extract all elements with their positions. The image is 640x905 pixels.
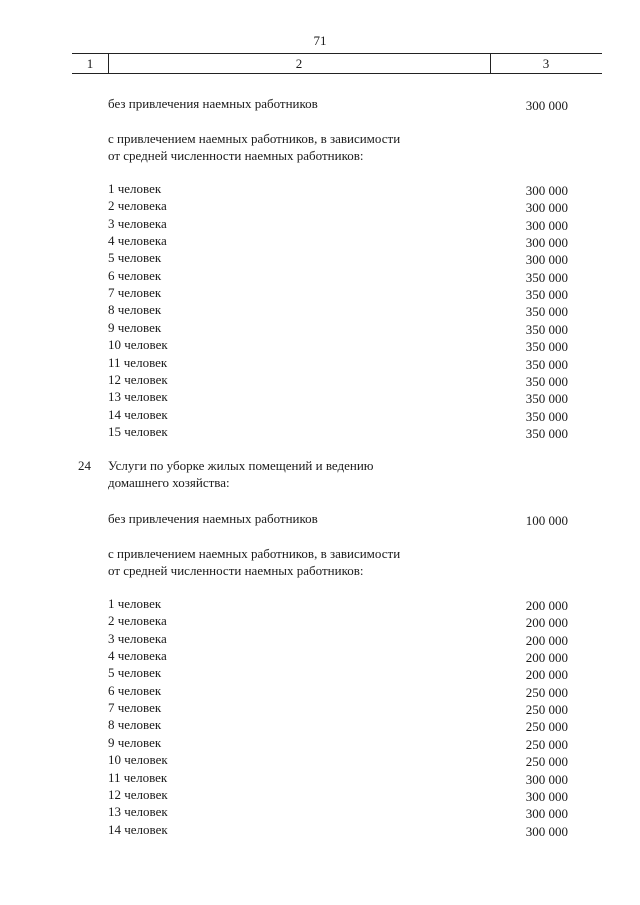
list-item-label: 11 человек [108,769,168,785]
b-with-workers-line2: от средней численности наемных работников: [108,563,364,578]
b-no-workers-label: без привлечения наемных работников [108,511,318,526]
list-item-label: 15 человек [108,423,168,439]
list-item-label: 7 человек [108,285,162,301]
list-item-label: 8 человек [108,717,162,733]
list-item-label: 12 человек [108,786,168,802]
list-item-value: 200 000 [525,632,568,648]
list-item-value: 250 000 [525,754,568,770]
a-no-workers-value: 300 000 [525,98,568,113]
a-with-workers-line1: с привлечением наемных работников, в зависимости [108,131,401,146]
list-item-value: 350 000 [525,269,568,285]
list-item-value: 300 000 [525,823,568,839]
header-bottom-rule [72,73,602,74]
list-item-label: 10 человек [108,752,168,768]
b-item-number: 24 [78,458,91,473]
list-item-value: 250 000 [525,736,568,752]
list-item-value: 300 000 [525,788,568,804]
list-item-label: 4 человека [108,233,167,249]
table-header [72,53,602,73]
list-item-value: 200 000 [525,615,568,631]
list-item-value: 350 000 [525,408,568,424]
list-item-label: 6 человек [108,267,162,283]
list-item-label: 3 человека [108,215,167,231]
list-item-label: 13 человек [108,804,168,820]
list-item-label: 4 человека [108,648,167,664]
list-item-label: 14 человек [108,821,168,837]
list-item-label: 6 человек [108,682,162,698]
list-item-value: 350 000 [525,425,568,441]
list-item-label: 9 человек [108,319,162,335]
list-item-label: 8 человек [108,302,162,318]
list-item-value: 350 000 [525,373,568,389]
list-item-value: 350 000 [525,391,568,407]
list-item-label: 2 человека [108,198,167,214]
list-item-value: 200 000 [525,650,568,666]
header-top-rule [72,53,602,54]
list-item-value: 300 000 [525,252,568,268]
list-item-label: 10 человек [108,337,168,353]
b-title-line2: домашнего хозяйства: [108,475,230,490]
list-item-value: 350 000 [525,339,568,355]
a-with-workers-line2: от средней численности наемных работников: [108,148,364,163]
header-col-1: 1 [86,56,94,71]
list-item-label: 5 человек [108,250,162,266]
list-item-label: 12 человек [108,371,168,387]
list-item-value: 200 000 [525,667,568,683]
list-item-value: 300 000 [525,200,568,216]
page-number: 71 [313,33,327,48]
list-item-label: 1 человек [108,596,162,611]
list-item-label: 1 человек [108,181,162,196]
b-no-workers-value: 100 000 [525,513,568,528]
list-item-label: 14 человек [108,406,168,422]
list-item-value: 350 000 [525,321,568,337]
list-item-value: 350 000 [525,304,568,320]
header-col-2: 2 [295,56,303,71]
list-item-value: 250 000 [525,684,568,700]
list-item-value: 250 000 [525,719,568,735]
list-item-value: 200 000 [525,598,568,613]
list-item-value: 350 000 [525,356,568,372]
header-col-3: 3 [542,56,550,71]
list-item-label: 13 человек [108,389,168,405]
b-with-workers-line1: с привлечением наемных работников, в зависимости [108,546,401,561]
a-no-workers-label: без привлечения наемных работников [108,96,318,111]
list-item-value: 250 000 [525,702,568,718]
list-item-label: 3 человека [108,630,167,646]
list-item-label: 11 человек [108,354,168,370]
list-item-label: 9 человек [108,734,162,750]
list-item-label: 7 человек [108,700,162,716]
list-item-label: 2 человека [108,613,167,629]
list-item-value: 300 000 [525,235,568,251]
list-item-value: 350 000 [525,287,568,303]
list-item-label: 5 человек [108,665,162,681]
list-item-value: 300 000 [525,771,568,787]
b-title-line1: Услуги по уборке жилых помещений и ведению [108,458,374,473]
list-item-value: 300 000 [525,806,568,822]
list-item-value: 300 000 [525,217,568,233]
list-item-value: 300 000 [525,183,568,198]
